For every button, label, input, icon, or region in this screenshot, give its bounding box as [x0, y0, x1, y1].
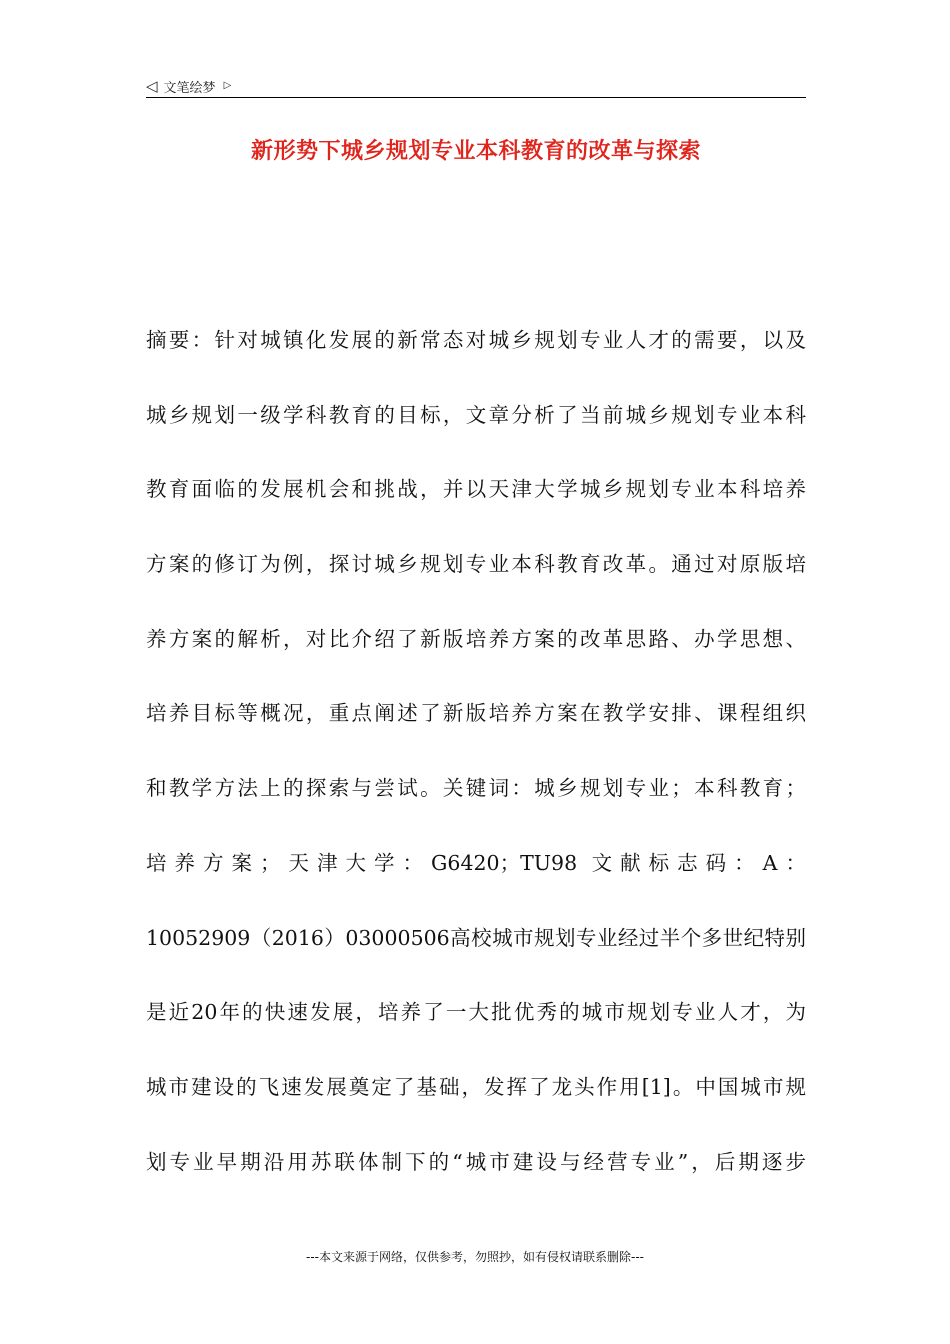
body-line: 养方案的解析，对比介绍了新版培养方案的改革思路、办学思想、 [146, 626, 806, 651]
document-header [146, 74, 806, 98]
document-body [146, 318, 806, 1214]
body-line: 和教学方法上的探索与尝试。关键词：城乡规划专业；本科教育； [146, 776, 806, 801]
left-triangle-icon: ◁ [146, 76, 158, 95]
document-footer-disclaimer: ---本文来源于网络，仅供参考，勿照抄，如有侵权请联系删除--- [306, 1250, 644, 1264]
body-line: 摘要：针对城镇化发展的新常态对城乡规划专业人才的需要，以及 [146, 328, 806, 352]
body-line: 城市建设的飞速发展奠定了基础，发挥了龙头作用[1]。中国城市规 [146, 1074, 806, 1099]
body-line: 10052909（2016）03000506高校城市规划专业经过半个多世纪特别 [146, 925, 806, 950]
header-brand-text: 文笔绘梦 [163, 80, 216, 96]
right-triangle-icon: ▷ [223, 80, 232, 91]
body-line: 方案的修订为例，探讨城乡规划专业本科教育改革。通过对原版培 [146, 552, 806, 577]
body-line: 城乡规划一级学科教育的目标，文章分析了当前城乡规划专业本科 [146, 402, 806, 427]
body-line: 划专业早期沿用苏联体制下的“城市建设与经营专业”，后期逐步 [146, 1149, 806, 1174]
body-line: 培养目标等概况，重点阐述了新版培养方案在教学安排、课程组织 [146, 701, 806, 726]
body-line: 教育面临的发展机会和挑战，并以天津大学城乡规划专业本科培养 [146, 477, 806, 502]
body-line: 是近20年的快速发展，培养了一大批优秀的城市规划专业人才，为 [146, 1000, 806, 1025]
body-line-spaced: 培养方案；天津大学：G6420；TU98 文献标志码：A： [146, 850, 806, 875]
header-divider [146, 97, 806, 98]
document-title: 新形势下城乡规划专业本科教育的改革与探索 [250, 139, 701, 164]
